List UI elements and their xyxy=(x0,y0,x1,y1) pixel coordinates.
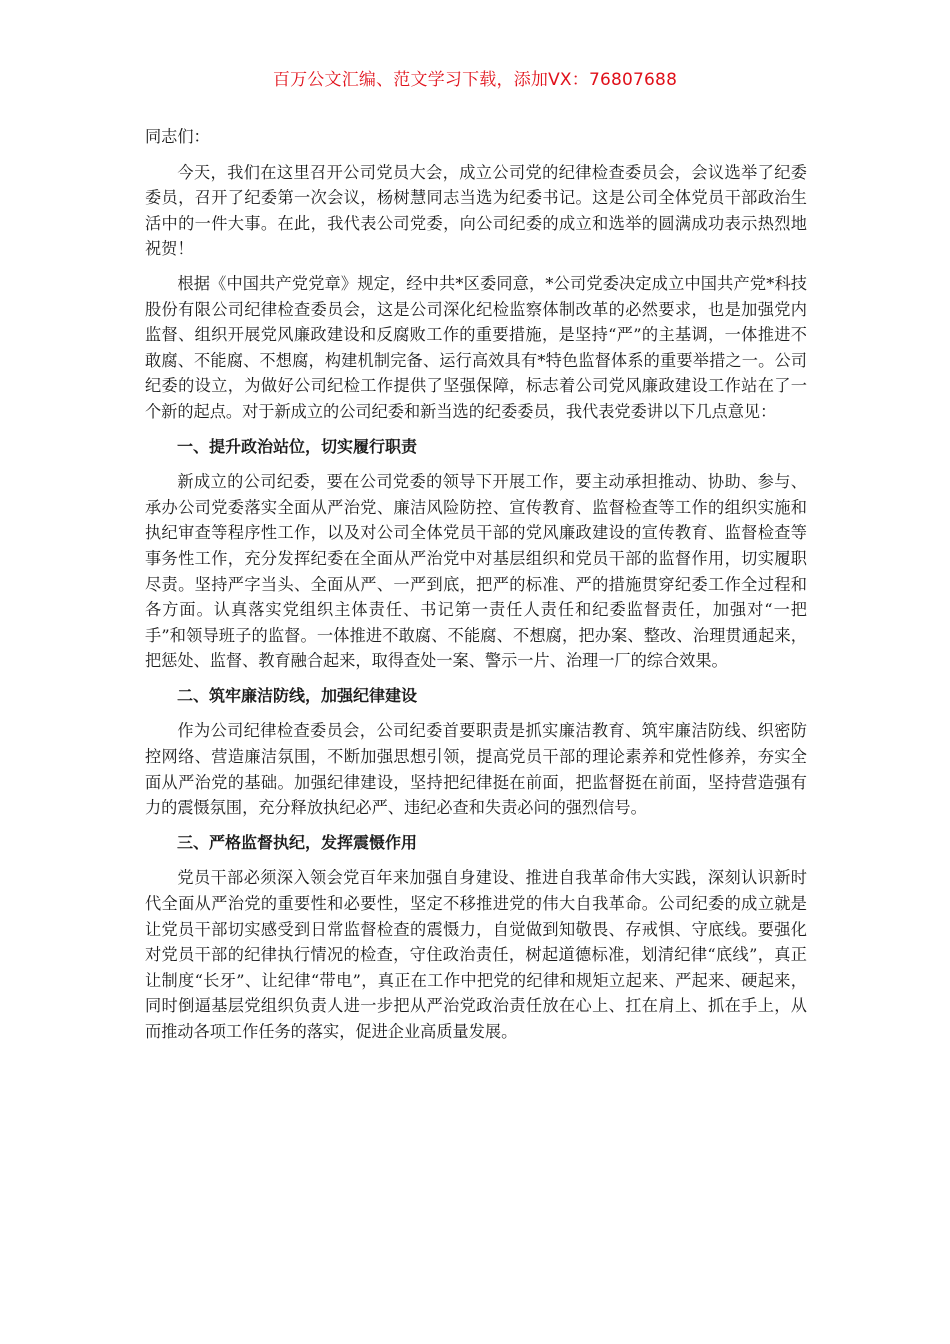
section-heading-3: 三、严格监督执纪，发挥震慑作用 xyxy=(177,832,418,852)
salutation: 同志们： xyxy=(145,127,210,146)
section-heading-2: 二、筑牢廉洁防线，加强纪律建设 xyxy=(177,685,418,705)
background-paragraph: 根据《中国共产党党章》规定，经中共*区委同意，*公司党委决定成立中国共产党*科技股份有限公司纪律检查委员会，这是公司深化纪检监察体制改革的必然要求，也是加强党内监督、组织开展党风廉政建设和反腐败工作的重要措施，是坚持“严”的主基调，一体推进不敢腐、不能腐、不想腐，构建机制完备、运行高效具有*特色监督体系的重要举措之一。公司纪委的设立，为做好公司纪检工作提供了坚强保障，标志着公司党风廉政建设工作站在了一个新的起点。对于新成立的公司纪委和新当选的纪委委员，我代表党委讲以下几点意见： xyxy=(145,273,807,421)
section-paragraph-2: 作为公司纪律检查委员会，公司纪委首要职责是抓实廉洁教育、筑牢廉洁防线、织密防控网络、营造廉洁氛围，不断加强思想引领，提高党员干部的理论素养和党性修养，夯实全面从严治党的基础。加强纪律建设，坚持把纪律挺在前面，把监督挺在前面，坚持营造强有力的震慑氛围，充分释放执纪必严、违纪必查和失责必问的强烈信号。 xyxy=(145,721,807,818)
section-paragraph-3: 党员干部必须深入领会党百年来加强自身建设、推进自我革命伟大实践，深刻认识新时代全面从严治党的重要性和必要性，坚定不移推进党的伟大自我革命。公司纪委的成立就是让党员干部切实感受到日常监督检查的震慑力，自觉做到知敬畏、存戒惧、守底线。要强化对党员干部的纪律执行情况的检查，守住政治责任，树起道德标准，划清纪律“底线”，真正让制度“长牙”、让纪律“带电”，真正在工作中把党的纪律和规矩立起来、严起来、硬起来，同时倒逼基层党组织负责人进一步把从严治党政治责任放在心上、扛在肩上、抓在手上，从而推动各项工作任务的落实，促进企业高质量发展。 xyxy=(145,868,807,1041)
section-heading-1: 一、提升政治站位，切实履行职责 xyxy=(177,436,418,456)
section-paragraph-1: 新成立的公司纪委，要在公司党委的领导下开展工作，要主动承担推动、协助、参与、承办公司党委落实全面从严治党、廉洁风险防控、宣传教育、监督检查等工作的组织实施和执纪审查等程序性工作，以及对公司全体党员干部的党风廉政建设的宣传教育、监督检查等事务性工作，充分发挥纪委在全面从严治党中对基层组织和党员干部的监督作用，切实履职尽责。坚持严字当头、全面从严、一严到底，把严的标准、严的措施贯穿纪委工作全过程和各方面。认真落实党组织主体责任、书记第一责任人责任和纪委监督责任，加强对“一把手”和领导班子的监督。一体推进不敢腐、不能腐、不想腐，把办案、整改、治理贯通起来，把惩处、监督、教育融合起来，取得查处一案、警示一片、治理一厂的综合效果。 xyxy=(145,472,807,671)
intro-paragraph: 今天，我们在这里召开公司党员大会，成立公司党的纪律检查委员会，会议选举了纪委委员，召开了纪委第一次会议，杨树慧同志当选为纪委书记。这是公司全体党员干部政治生活中的一件大事。在此，我代表公司党委，向公司纪委的成立和选举的圆满成功表示热烈地祝贺！ xyxy=(145,162,807,259)
document-body xyxy=(145,124,807,1054)
watermark-banner: 百万公文汇编、范文学习下载，添加VX：76807688 xyxy=(272,70,678,90)
